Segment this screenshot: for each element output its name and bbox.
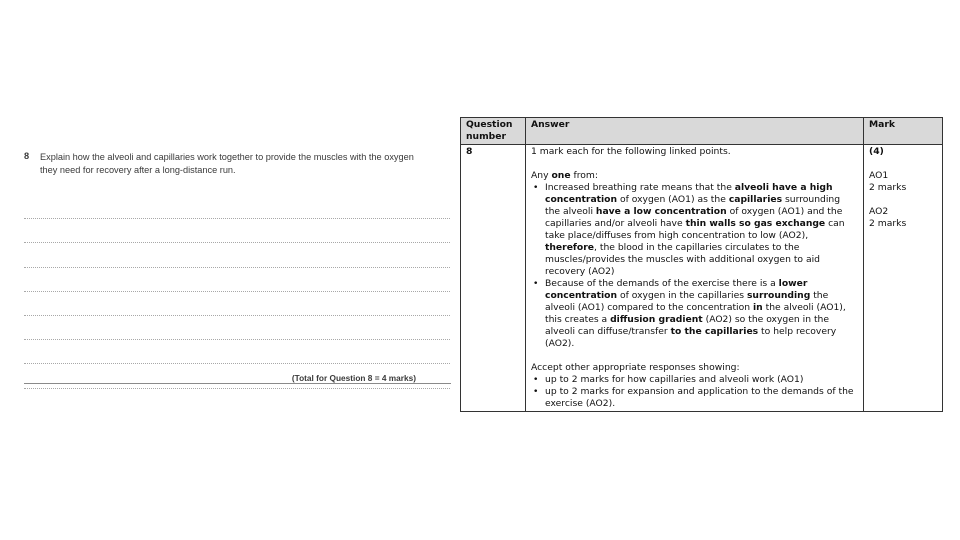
answer-point-text: the alveoli (AO1) compared to the concentration <box>545 290 829 313</box>
mark-scheme-table <box>460 117 943 412</box>
answer-line[interactable] <box>24 316 450 340</box>
answer-point-text: of oxygen (AO1) and the capillaries and/or alveoli have <box>545 206 843 229</box>
answer-point-text: surrounding the alveoli <box>545 194 841 217</box>
cell-mark <box>864 145 943 412</box>
answer-line[interactable] <box>24 219 450 243</box>
answer-point <box>531 278 858 350</box>
accept-point: • up to 2 marks for how capillaries and alveoli work (AO1) <box>531 374 858 386</box>
cell-question-number: 8 <box>461 145 526 412</box>
answer-line[interactable] <box>24 268 450 292</box>
answer-point-text: Increased breathing rate means that the <box>545 182 735 193</box>
question-number: 8 <box>24 151 30 161</box>
answer-line[interactable] <box>24 195 450 219</box>
question-block <box>24 151 452 176</box>
answer-point-text: have a low concentration <box>595 206 727 217</box>
accept-intro: Accept other appropriate responses showing: <box>531 362 740 373</box>
ao2-marks: 2 marks <box>869 218 907 229</box>
accept-points-list <box>531 374 858 410</box>
question-total-row <box>24 374 451 384</box>
header-mark: Mark <box>864 118 943 145</box>
table-row <box>461 145 943 412</box>
table-header-row <box>461 118 943 145</box>
answer-point-text: in <box>752 302 763 313</box>
ao1-marks: 2 marks <box>869 182 907 193</box>
answer-point-text: therefore <box>545 242 594 253</box>
ao1-label: AO1 <box>869 170 889 181</box>
answer-point-text: of oxygen (AO1) as the <box>617 194 729 205</box>
answer-point-text: surrounding <box>746 290 811 301</box>
answer-point-text: alveoli have a high concentration <box>545 182 833 205</box>
answer-line[interactable] <box>24 292 450 316</box>
header-answer: Answer <box>526 118 864 145</box>
any-one-post: from: <box>570 170 598 181</box>
answer-point-text: , the blood in the capillaries circulates to the muscles/provides the muscles with additional oxygen to aid recovery (AO2) <box>545 242 820 277</box>
answer-point-text: of oxygen in the capillaries <box>617 290 747 301</box>
mark-total: (4) <box>869 146 884 157</box>
answer-points-list <box>531 182 858 350</box>
answer-point-text: Because of the demands of the exercise there is a <box>545 278 779 289</box>
answer-point-text: to the capillaries <box>670 326 759 337</box>
answer-point-text: (AO2) so the oxygen in the alveoli can diffuse/transfer <box>545 314 830 337</box>
answer-line[interactable] <box>24 340 450 364</box>
ao2-label: AO2 <box>869 206 889 217</box>
answer-lines[interactable] <box>24 195 450 389</box>
answer-point-text: thin walls so gas exchange <box>685 218 826 229</box>
answer-point-text: diffusion gradient <box>610 314 703 325</box>
answer-point-text: to help recovery (AO2). <box>545 326 837 349</box>
any-one-from <box>531 170 858 182</box>
answer-point-text: capillaries <box>728 194 783 205</box>
answer-point <box>531 182 858 278</box>
cell-answer <box>526 145 864 412</box>
answer-intro: 1 mark each for the following linked points. <box>531 146 731 157</box>
answer-line[interactable] <box>24 243 450 267</box>
any-one-bold: one <box>551 170 571 181</box>
answer-point-text: the alveoli (AO1), this creates a <box>545 302 846 325</box>
question-text: Explain how the alveoli and capillaries work together to provide the muscles with the oxygen they need for recovery after a long-distance run. <box>40 152 414 175</box>
accept-point: • up to 2 marks for expansion and application to the demands of the exercise (AO2). <box>531 386 858 410</box>
header-question-number: Question number <box>461 118 526 145</box>
answer-point-text: can take place/diffuses from high concentration to low (AO2), <box>545 218 845 241</box>
question-total: (Total for Question 8 = 4 marks) <box>291 373 416 383</box>
answer-point-text: lower concentration <box>545 278 808 301</box>
any-one-pre: Any <box>531 170 552 181</box>
